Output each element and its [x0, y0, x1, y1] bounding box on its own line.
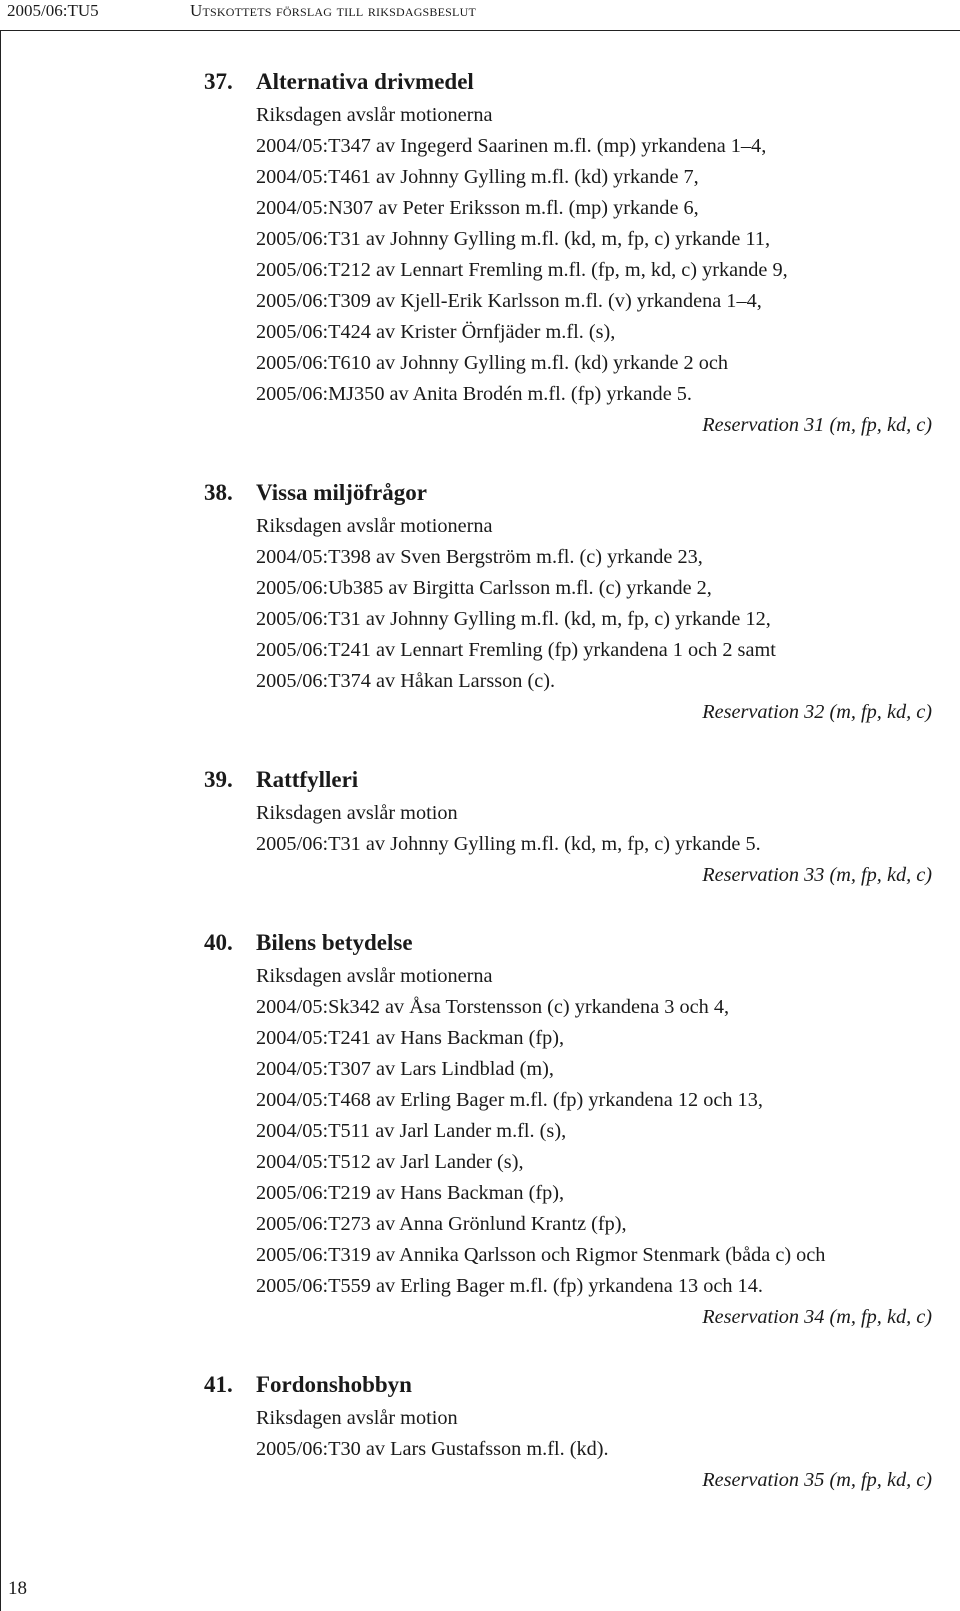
- section-gap: [0, 891, 960, 925]
- section-heading: [0, 762, 960, 798]
- document-id: 2005/06:TU5: [7, 1, 99, 20]
- section-number: 38.: [204, 480, 233, 505]
- motion-line: 2005/06:Ub385 av Birgitta Carlsson m.fl. (c) yrkande 2,: [256, 577, 712, 599]
- reservation-note: Reservation 32 (m, fp, kd, c): [702, 701, 932, 723]
- section-number: 37.: [204, 69, 233, 94]
- section-heading: [0, 1367, 960, 1403]
- section-title: Bilens betydelse: [256, 930, 413, 955]
- section-heading: [0, 64, 960, 100]
- decision-line: Riksdagen avslår motionerna: [256, 104, 493, 126]
- section-38: [0, 475, 960, 728]
- motion-line: 2004/05:T398 av Sven Bergström m.fl. (c) yrkande 23,: [256, 546, 703, 568]
- section-gap: [0, 1333, 960, 1367]
- section-number: 41.: [204, 1372, 233, 1397]
- decision-line: Riksdagen avslår motionerna: [256, 515, 493, 537]
- motion-line: 2005/06:T31 av Johnny Gylling m.fl. (kd, m, fp, c) yrkande 11,: [256, 228, 771, 250]
- section-number: 40.: [204, 930, 233, 955]
- motion-line: 2005/06:T559 av Erling Bager m.fl. (fp) yrkandena 13 och 14.: [256, 1275, 763, 1297]
- motion-line: 2005/06:T31 av Johnny Gylling m.fl. (kd, m, fp, c) yrkande 12,: [256, 608, 771, 630]
- page-header: [0, 0, 960, 30]
- document-body: [0, 64, 960, 1496]
- reservation-note: Reservation 35 (m, fp, kd, c): [702, 1469, 932, 1491]
- reservation-note: Reservation 33 (m, fp, kd, c): [702, 864, 932, 886]
- section-41: [0, 1367, 960, 1496]
- motion-line: 2004/05:Sk342 av Åsa Torstensson (c) yrkandena 3 och 4,: [256, 996, 730, 1018]
- motion-line: 2005/06:T309 av Kjell-Erik Karlsson m.fl. (v) yrkandena 1–4,: [256, 290, 762, 312]
- motion-line: 2005/06:T30 av Lars Gustafsson m.fl. (kd).: [256, 1438, 609, 1460]
- motion-line: 2004/05:T241 av Hans Backman (fp),: [256, 1027, 565, 1049]
- section-number: 39.: [204, 767, 233, 792]
- section-title: Fordonshobbyn: [256, 1372, 412, 1397]
- motion-line: 2005/06:T424 av Krister Örnfjäder m.fl. (s),: [256, 321, 616, 343]
- motion-line: 2004/05:T461 av Johnny Gylling m.fl. (kd) yrkande 7,: [256, 166, 699, 188]
- section-37: [0, 64, 960, 441]
- motion-line: 2005/06:T319 av Annika Qarlsson och Rigmor Stenmark (båda c) och: [256, 1244, 826, 1266]
- motion-line: 2004/05:N307 av Peter Eriksson m.fl. (mp) yrkande 6,: [256, 197, 699, 219]
- motion-line: 2004/05:T512 av Jarl Lander (s),: [256, 1151, 524, 1173]
- motion-line: 2005/06:T219 av Hans Backman (fp),: [256, 1182, 565, 1204]
- section-40: [0, 925, 960, 1333]
- section-title: Rattfylleri: [256, 767, 359, 792]
- motion-line: 2005/06:T273 av Anna Grönlund Krantz (fp),: [256, 1213, 627, 1235]
- motion-line: 2005/06:T374 av Håkan Larsson (c).: [256, 670, 556, 692]
- section-title: Alternativa drivmedel: [256, 69, 474, 94]
- section-gap: [0, 441, 960, 475]
- reservation-note: Reservation 34 (m, fp, kd, c): [702, 1306, 932, 1328]
- motion-line: 2005/06:T212 av Lennart Fremling m.fl. (fp, m, kd, c) yrkande 9,: [256, 259, 788, 281]
- section-heading: [0, 475, 960, 511]
- motion-line: 2004/05:T347 av Ingegerd Saarinen m.fl. (mp) yrkandena 1–4,: [256, 135, 767, 157]
- motion-line: 2004/05:T468 av Erling Bager m.fl. (fp) yrkandena 12 och 13,: [256, 1089, 763, 1111]
- section-39: [0, 762, 960, 891]
- header-rule: [0, 30, 960, 31]
- motion-line: 2004/05:T511 av Jarl Lander m.fl. (s),: [256, 1120, 567, 1142]
- decision-line: Riksdagen avslår motionerna: [256, 965, 493, 987]
- section-title: Vissa miljöfrågor: [256, 480, 427, 505]
- section-heading: [0, 925, 960, 961]
- page-number: 18: [8, 1578, 27, 1599]
- decision-line: Riksdagen avslår motion: [256, 1407, 458, 1429]
- motion-line: 2005/06:T610 av Johnny Gylling m.fl. (kd) yrkande 2 och: [256, 352, 729, 374]
- motion-line: 2005/06:MJ350 av Anita Brodén m.fl. (fp) yrkande 5.: [256, 383, 692, 405]
- header-title: Utskottets förslag till riksdagsbeslut: [190, 1, 476, 20]
- motion-line: 2004/05:T307 av Lars Lindblad (m),: [256, 1058, 554, 1080]
- reservation-note: Reservation 31 (m, fp, kd, c): [702, 414, 932, 436]
- motion-line: 2005/06:T241 av Lennart Fremling (fp) yrkandena 1 och 2 samt: [256, 639, 776, 661]
- motion-line: 2005/06:T31 av Johnny Gylling m.fl. (kd, m, fp, c) yrkande 5.: [256, 833, 761, 855]
- section-gap: [0, 728, 960, 762]
- decision-line: Riksdagen avslår motion: [256, 802, 458, 824]
